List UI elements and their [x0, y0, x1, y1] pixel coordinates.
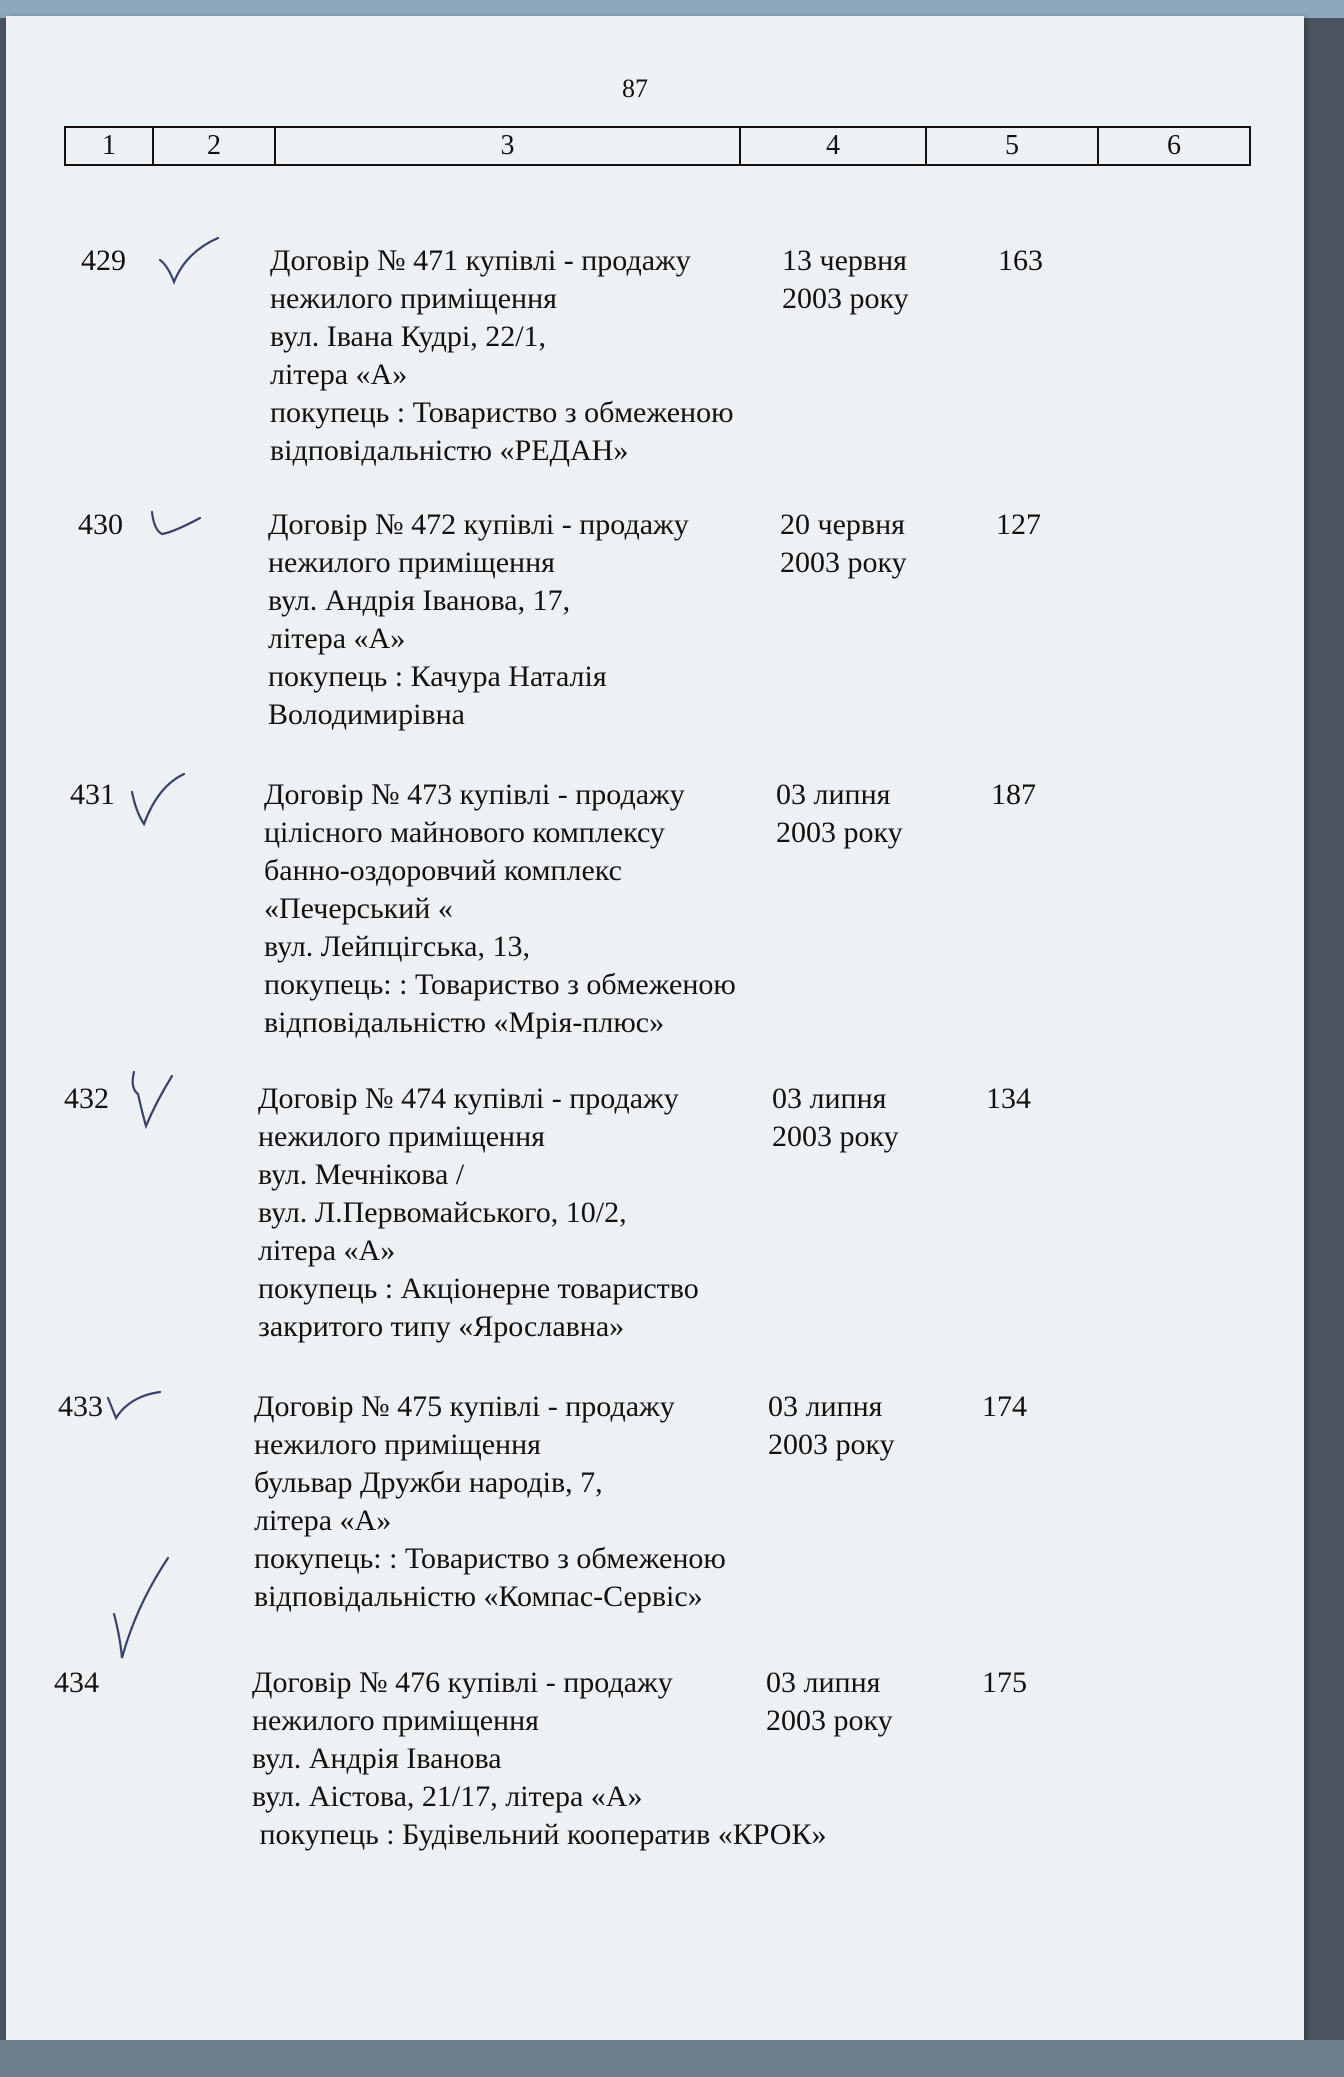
record-date: [768, 1388, 968, 1464]
record-sheets: 175: [982, 1666, 1027, 1699]
date-line: 2003 року: [768, 1428, 895, 1461]
description-line: вул. Мечнікова /: [258, 1158, 465, 1191]
description-line: нежилого приміщення: [270, 282, 557, 315]
scan-background-bottom: [0, 2040, 1344, 2077]
description-line: банно-оздоровчий комплекс: [264, 854, 622, 887]
description-line: Володимирівна: [268, 698, 465, 731]
record-date: [776, 776, 976, 852]
date-line: 20 червня: [780, 508, 905, 541]
description-line: покупець : Качура Наталія: [268, 660, 607, 693]
record-sheets: 187: [991, 778, 1036, 811]
description-line: вул. Андрія Іванова, 17,: [268, 584, 571, 617]
description-line: покупець : Будівельний кооператив «КРОК»: [252, 1818, 827, 1851]
record-sheets: 163: [998, 244, 1043, 277]
document-page: [6, 16, 1304, 2042]
description-line: вул. Л.Первомайського, 10/2,: [258, 1196, 627, 1229]
header-col-5: 5: [927, 128, 1099, 164]
description-line: літера «А»: [270, 358, 408, 391]
description-line: літера «А»: [254, 1504, 392, 1537]
description-line: Договір № 471 купівлі - продажу: [270, 244, 691, 277]
date-line: 2003 року: [782, 282, 909, 315]
date-line: 2003 року: [776, 816, 903, 849]
record-number: 430: [78, 508, 123, 541]
record-date: [772, 1080, 972, 1156]
record-sheets: 174: [982, 1390, 1027, 1423]
record-number: 434: [54, 1666, 99, 1699]
page-number: 87: [622, 74, 648, 103]
record-sheets: 127: [996, 508, 1041, 541]
record-description: [258, 1080, 858, 1346]
record-number: 432: [64, 1082, 109, 1115]
description-line: Договір № 475 купівлі - продажу: [254, 1390, 675, 1423]
record-description: [254, 1388, 854, 1616]
description-line: вул. Андрія Іванова: [252, 1742, 502, 1775]
description-line: вул. Івана Кудрі, 22/1,: [270, 320, 547, 353]
description-line: Договір № 473 купівлі - продажу: [264, 778, 685, 811]
date-line: 03 липня: [772, 1082, 887, 1115]
description-line: Договір № 472 купівлі - продажу: [268, 508, 689, 541]
description-line: покупець: : Товариство з обмеженою: [264, 968, 736, 1001]
description-line: нежилого приміщення: [254, 1428, 541, 1461]
description-line: Договір № 476 купівлі - продажу: [252, 1666, 673, 1699]
record-number: 429: [81, 244, 126, 277]
description-line: вул. Аістова, 21/17, літера «А»: [252, 1780, 643, 1813]
record-sheets: 134: [986, 1082, 1031, 1115]
description-line: нежилого приміщення: [268, 546, 555, 579]
header-col-6: 6: [1167, 130, 1181, 161]
description-line: відповідальністю «Мрія-плюс»: [264, 1006, 665, 1039]
checkmark-icon: [144, 490, 214, 560]
record-description: [270, 242, 870, 470]
record-number: 433: [58, 1390, 103, 1423]
date-line: 2003 року: [780, 546, 907, 579]
description-line: покупець : Товариство з обмеженою: [270, 396, 734, 429]
table-header: [64, 126, 1251, 166]
description-line: літера «А»: [258, 1234, 396, 1267]
checkmark-icon: [154, 230, 224, 300]
record-date: [782, 242, 982, 318]
description-line: відповідальністю «РЕДАН»: [270, 434, 629, 467]
date-line: 2003 року: [766, 1704, 893, 1737]
description-line: цілісного майнового комплексу: [264, 816, 665, 849]
checkmark-icon: [124, 768, 194, 838]
description-line: нежилого приміщення: [252, 1704, 539, 1737]
header-col-3: 3: [276, 128, 741, 164]
date-line: 2003 року: [772, 1120, 899, 1153]
date-line: 03 липня: [768, 1390, 883, 1423]
header-col-4: 4: [741, 128, 927, 164]
record-date: [780, 506, 980, 582]
description-line: відповідальністю «Компас-Сервіс»: [254, 1580, 703, 1613]
description-line: літера «А»: [268, 622, 406, 655]
header-col-2: 2: [154, 128, 276, 164]
description-line: закритого типу «Ярославна»: [258, 1310, 625, 1343]
description-line: покупець: : Товариство з обмеженою: [254, 1542, 726, 1575]
checkmark-icon: [106, 1554, 186, 1664]
description-line: покупець : Акціонерне товариство: [258, 1272, 699, 1305]
checkmark-icon: [124, 1068, 194, 1138]
description-line: нежилого приміщення: [258, 1120, 545, 1153]
record-number: 431: [70, 778, 115, 811]
date-line: 03 липня: [776, 778, 891, 811]
description-line: «Печерський «: [264, 892, 453, 925]
description-line: вул. Лейпцігська, 13,: [264, 930, 530, 963]
record-description: [268, 506, 868, 734]
record-description: [264, 776, 864, 1042]
record-description: [252, 1664, 852, 1854]
date-line: 03 липня: [766, 1666, 881, 1699]
bleed-through-decoration: [76, 196, 106, 230]
date-line: 13 червня: [782, 244, 907, 277]
description-line: бульвар Дружби народів, 7,: [254, 1466, 603, 1499]
description-line: Договір № 474 купівлі - продажу: [258, 1082, 679, 1115]
record-date: [766, 1664, 966, 1740]
checkmark-icon: [102, 1372, 172, 1442]
header-col-1: 1: [66, 128, 154, 164]
